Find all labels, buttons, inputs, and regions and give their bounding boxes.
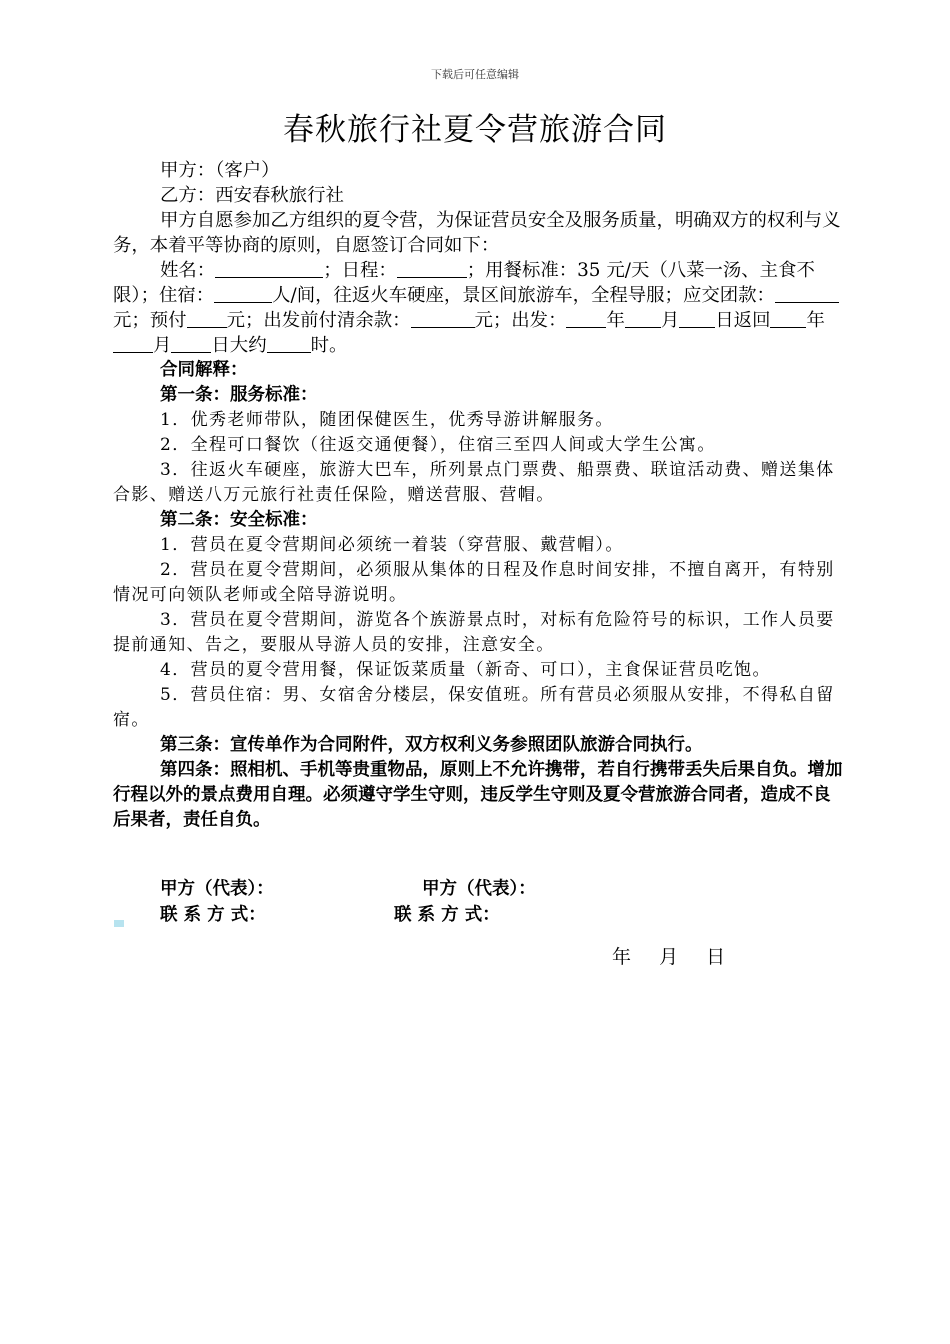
- year2-label: 年: [806, 310, 825, 331]
- lodging-tail: 人/间，往返火车硬座，景区间旅游车，全程导服；应交团款：: [272, 285, 775, 306]
- return-label: 日返回: [715, 310, 771, 331]
- date-line: [612, 942, 747, 969]
- hour-blank[interactable]: [267, 334, 311, 353]
- depart-month-blank[interactable]: [625, 309, 661, 328]
- article2-item: 5．营员住宿：男、女宿舍分楼层，保安值班。所有营员必须服从安排，不得私自留宿。: [113, 685, 835, 730]
- cursor-marker: [114, 920, 124, 927]
- form-paragraph: [113, 258, 843, 358]
- date-day: 日: [706, 946, 726, 968]
- article1-heading: 第一条：服务标准：: [160, 385, 318, 405]
- meal-label: ；用餐标准：35 元/天（八菜一汤、主食不限）；住宿：: [113, 260, 815, 306]
- date-year: 年: [612, 946, 632, 968]
- article2-item: 4．营员的夏令营用餐，保证饭菜质量（新奇、可口），主食保证营员吃饱。: [160, 660, 771, 680]
- name-blank[interactable]: [215, 259, 323, 278]
- month1-label: 月: [660, 310, 680, 331]
- article1-item: 2．全程可口餐饮（往返交通便餐），住宿三至四人间或大学生公寓。: [160, 435, 716, 455]
- fee-tail: 元；预付: [113, 310, 187, 331]
- contact-label-left: 联 系 方 式：: [160, 905, 266, 925]
- prepay-tail: 元；出发前付清余款：: [226, 310, 411, 331]
- header-note: 下载后可任意编辑: [431, 68, 519, 81]
- article1-item: 1．优秀老师带队，随团保健医生，优秀导游讲解服务。: [160, 410, 614, 430]
- fee-blank[interactable]: [775, 284, 839, 303]
- article2-item: 3．营员在夏令营期间，游览各个族游景点时，对标有危险符号的标识，工作人员要提前通知、告之，要服从导游人员的安排，注意安全。: [113, 610, 835, 655]
- schedule-blank[interactable]: [397, 259, 467, 278]
- contract-body: [113, 158, 843, 833]
- article2-heading: 第二条：安全标准：: [160, 510, 318, 530]
- article2-item: 2．营员在夏令营期间，必须服从集体的日程及作息时间安排，不擅自离开，有特别情况可向领队老师或全陪导游说明。: [113, 560, 835, 605]
- party-a-line: 甲方：（客户）: [160, 160, 280, 181]
- name-label: 姓名：: [160, 260, 216, 281]
- return-year-blank[interactable]: [770, 309, 806, 328]
- contract-explain-heading: 合同解释：: [160, 360, 248, 380]
- intro-paragraph: 甲方自愿参加乙方组织的夏令营，为保证营员安全及服务质量，明确双方的权利与义务，本着平等协商的原则，自愿签订合同如下：: [113, 210, 841, 256]
- month2-label: 月: [153, 335, 172, 356]
- schedule-label: ；日程：: [323, 260, 397, 281]
- depart-day-blank[interactable]: [679, 309, 715, 328]
- depart-year-blank[interactable]: [566, 309, 606, 328]
- article1-item: 3．往返火车硬座，旅游大巴车，所列景点门票费、船票费、联谊活动费、赠送集体合影、赠送八万元旅行社责任保险，赠送营服、营帽。: [113, 460, 835, 505]
- party-a-rep-label-2: 甲方（代表）：: [422, 879, 536, 899]
- prepay-blank[interactable]: [187, 309, 227, 328]
- return-month-blank[interactable]: [113, 334, 153, 353]
- article2-item: 1．营员在夏令营期间必须统一着装（穿营服、戴营帽）。: [160, 535, 624, 555]
- year1-label: 年: [606, 310, 625, 331]
- approx-label: 日大约: [211, 335, 267, 356]
- article3-paragraph: 第三条：宣传单作为合同附件，双方权利义务参照团队旅游合同执行。: [160, 735, 703, 755]
- party-b-line: 乙方：西安春秋旅行社: [160, 185, 344, 206]
- hour-label: 时。: [310, 335, 348, 356]
- date-month: 月: [659, 946, 679, 968]
- article4-paragraph: 第四条：照相机、手机等贵重物品，原则上不允许携带，若自行携带丢失后果自负。增加行程以外的景点费用自理。必须遵守学生守则，违反学生守则及夏令营旅游合同者，造成不良后果者，责任自负。: [113, 760, 843, 830]
- return-day-blank[interactable]: [171, 334, 211, 353]
- balance-tail: 元；出发：: [474, 310, 567, 331]
- party-a-rep-label: 甲方（代表）：: [160, 879, 274, 899]
- page-title: 春秋旅行社夏令营旅游合同: [283, 112, 667, 148]
- contact-label-right: 联 系 方 式：: [394, 905, 500, 925]
- lodging-blank[interactable]: [214, 284, 272, 303]
- balance-blank[interactable]: [411, 309, 475, 328]
